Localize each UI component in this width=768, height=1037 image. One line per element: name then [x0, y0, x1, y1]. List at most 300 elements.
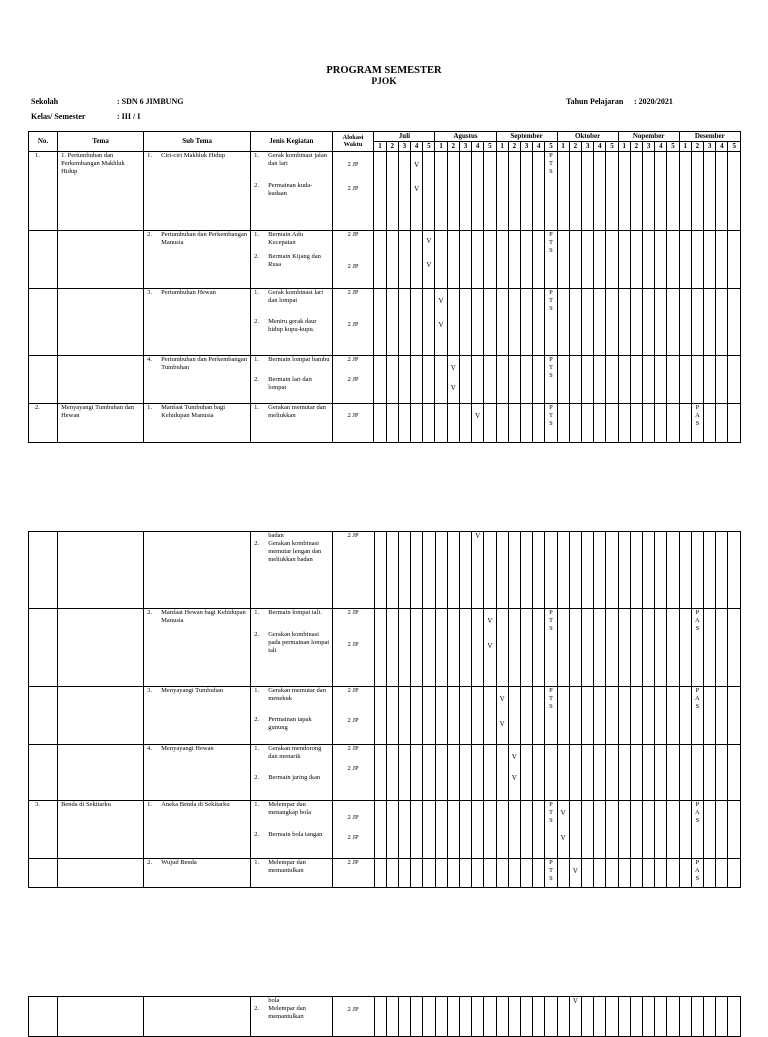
week-header: 5: [606, 141, 618, 151]
week-cell: [484, 230, 496, 288]
subtema-number: 3.: [147, 687, 153, 694]
week-cell: [618, 997, 630, 1037]
subtema-number: 1.: [147, 801, 153, 808]
week-cell: [459, 532, 471, 609]
week-cell: [398, 997, 410, 1037]
week-header: 2: [691, 141, 703, 151]
week-cell: [374, 859, 386, 888]
week-cell: [569, 801, 581, 859]
week-cell: [557, 609, 569, 687]
week-cell: [447, 997, 459, 1037]
week-cell: [533, 687, 545, 745]
week-cell: [594, 151, 606, 230]
jp-value: 2 JP: [347, 375, 359, 383]
week-cell: [435, 532, 447, 609]
week-cell: [520, 859, 532, 888]
kegiatan-text: Bermain Adu Kecepatan: [268, 230, 303, 246]
kegiatan-item: [251, 997, 331, 1005]
week-cell: [374, 230, 386, 288]
kegiatan-item: [251, 687, 331, 716]
kegiatan-cell: [251, 801, 332, 859]
week-cell: [411, 801, 423, 859]
pas-marker: P A S: [691, 801, 703, 859]
week-cell: [508, 230, 520, 288]
check-mark-v: V: [414, 160, 420, 169]
week-cell: [606, 151, 618, 230]
row-number: [29, 801, 58, 859]
kegiatan-item: [251, 774, 331, 782]
program-table-page2: [28, 531, 741, 888]
check-mark-v: V: [572, 997, 578, 1005]
tahun-label: Tahun Pelajaran: [566, 97, 624, 106]
week-header: 1: [496, 141, 508, 151]
week-cell: [386, 403, 398, 442]
kegiatan-text: Bermain lompat tali.: [268, 609, 322, 616]
jp-value: 2 JP: [347, 717, 359, 725]
kegiatan-number: 1.: [254, 355, 260, 363]
week-cell: [630, 403, 642, 442]
week-cell: [728, 801, 741, 859]
week-cell: [386, 687, 398, 745]
week-header: 2: [630, 141, 642, 151]
week-cell: [716, 687, 728, 745]
week-cell: [679, 859, 691, 888]
tema-cell: [58, 609, 144, 687]
week-cell: [386, 151, 398, 230]
alokasi-cell: [332, 230, 374, 288]
week-cell: [520, 532, 532, 609]
tema-text: Menyayangi Tumbuhan dan Hewan: [61, 403, 135, 419]
week-cell: [716, 355, 728, 403]
week-header: 2: [569, 141, 581, 151]
no-header: No.: [29, 132, 58, 152]
week-cell: [472, 355, 484, 403]
kegiatan-item: [251, 152, 331, 182]
week-cell: [667, 997, 679, 1037]
week-cell: [435, 403, 447, 442]
kegiatan-number: 2.: [254, 716, 260, 723]
check-mark-v: V: [450, 384, 456, 393]
week-cell: [496, 997, 508, 1037]
week-cell: [581, 151, 593, 230]
check-mark: [472, 532, 484, 609]
week-cell: [472, 859, 484, 888]
week-cell: [520, 288, 532, 355]
week-cell: [557, 859, 569, 888]
week-header: 3: [643, 141, 655, 151]
week-cell: [655, 997, 667, 1037]
week-cell: [459, 745, 471, 801]
row-number: [29, 745, 58, 801]
week-cell: [435, 801, 447, 859]
check-mark: [411, 151, 423, 230]
alokasi-cell: [332, 403, 374, 442]
check-mark: [569, 859, 581, 888]
week-cell: [508, 801, 520, 859]
check-mark-v: V: [450, 363, 456, 372]
week-cell: [398, 609, 410, 687]
week-cell: [398, 801, 410, 859]
week-cell: [655, 687, 667, 745]
subtema-text: Aneka Benda di Sekitarku: [161, 801, 230, 808]
jp-value: 2 JP: [347, 687, 359, 694]
program-table-page3: [28, 996, 741, 1037]
check-mark: [557, 801, 569, 859]
pts-marker: P T S: [545, 151, 557, 230]
week-cell: [655, 532, 667, 609]
week-cell: [508, 355, 520, 403]
week-cell: [484, 403, 496, 442]
kegiatan-number: 2.: [254, 252, 260, 260]
check-mark: [472, 403, 484, 442]
week-cell: [435, 151, 447, 230]
week-cell: [630, 288, 642, 355]
week-cell: [447, 532, 459, 609]
week-cell: [594, 609, 606, 687]
week-cell: [716, 532, 728, 609]
week-cell: [667, 609, 679, 687]
kegiatan-number: 1.: [254, 230, 260, 238]
week-cell: [679, 801, 691, 859]
week-cell: [606, 859, 618, 888]
tema-cell: [58, 532, 144, 609]
alokasi-cell: [332, 997, 374, 1037]
week-cell: [398, 288, 410, 355]
kegiatan-item: [251, 609, 331, 631]
week-cell: [386, 532, 398, 609]
week-cell: [630, 609, 642, 687]
week-header: 1: [679, 141, 691, 151]
jp-value: 2 JP: [347, 609, 359, 616]
kegiatan-cell: [251, 230, 332, 288]
week-cell: [679, 403, 691, 442]
week-cell: [435, 745, 447, 801]
week-cell: [642, 745, 654, 801]
check-mark: [423, 230, 435, 288]
week-cell: [642, 687, 654, 745]
check-mark: [447, 355, 459, 403]
week-header: 5: [545, 141, 557, 151]
kegiatan-number: 1.: [254, 288, 260, 296]
alokasi-header: Alokasi Waktu: [332, 132, 374, 152]
check-mark: [508, 745, 520, 801]
pts-marker: P T S: [545, 403, 557, 442]
week-cell: [472, 687, 484, 745]
week-cell: [643, 230, 655, 288]
week-cell: [533, 288, 545, 355]
week-cell: [667, 355, 679, 403]
week-cell: [667, 532, 679, 609]
pts-marker: P T S: [545, 609, 557, 687]
week-cell: [472, 745, 484, 801]
kegiatan-text: bola: [268, 997, 280, 1004]
table-row: [29, 801, 741, 859]
week-cell: [728, 151, 741, 230]
week-cell: [520, 151, 532, 230]
kegiatan-item: [251, 716, 331, 732]
week-cell: [386, 801, 398, 859]
check-mark: [496, 687, 508, 745]
week-cell: [655, 403, 667, 442]
week-cell: [606, 687, 618, 745]
week-cell: [520, 230, 532, 288]
week-cell: [667, 745, 679, 801]
week-cell: [716, 997, 728, 1037]
subtema-text: Menyayangi Tumbuhan: [161, 687, 224, 694]
month-header: Oktober: [557, 132, 618, 142]
week-cell: [423, 859, 435, 888]
kegiatan-item: [251, 831, 331, 839]
jp-value: 2 JP: [347, 184, 359, 192]
pts-marker: P T S: [545, 288, 557, 355]
week-cell: [423, 801, 435, 859]
week-cell: [398, 403, 410, 442]
week-cell: [520, 997, 532, 1037]
table-row: [29, 532, 741, 609]
week-cell: [581, 532, 593, 609]
row-number: [29, 687, 58, 745]
week-cell: [667, 687, 679, 745]
week-cell: [423, 609, 435, 687]
week-cell: [545, 532, 557, 609]
week-cell: [630, 745, 642, 801]
week-cell: [606, 355, 618, 403]
week-cell: [691, 355, 703, 403]
week-cell: [423, 355, 435, 403]
kegiatan-number: 2.: [254, 317, 260, 325]
jp-value: 2 JP: [347, 160, 359, 168]
week-cell: [386, 745, 398, 801]
subtema-cell: [144, 859, 251, 888]
subtema-cell: [144, 230, 251, 288]
table-row: [29, 687, 741, 745]
week-cell: [435, 997, 447, 1037]
subtema-number: 2.: [147, 859, 153, 866]
week-cell: [435, 355, 447, 403]
kegiatan-item: [251, 356, 331, 376]
week-cell: [581, 403, 593, 442]
month-header: September: [496, 132, 557, 142]
week-cell: [716, 859, 728, 888]
week-cell: [508, 532, 520, 609]
week-cell: [618, 687, 630, 745]
sekolah-value: : SDN 6 JIMBUNG: [117, 97, 184, 106]
week-cell: [533, 801, 545, 859]
subtema-item: [144, 231, 250, 247]
week-cell: [569, 230, 581, 288]
week-cell: [398, 859, 410, 888]
week-cell: [459, 151, 471, 230]
week-cell: [374, 745, 386, 801]
week-cell: [447, 687, 459, 745]
week-cell: [386, 859, 398, 888]
week-cell: [447, 230, 459, 288]
week-cell: [557, 532, 569, 609]
jp-value: 2 JP: [347, 532, 359, 539]
week-cell: [728, 609, 741, 687]
subtema-text: Manfaat Hewan bagi Kehidupan Manusia: [161, 609, 246, 625]
check-mark-v: V: [499, 719, 505, 728]
week-cell: [618, 403, 630, 442]
page-title: PROGRAM SEMESTER: [326, 65, 442, 76]
week-cell: [411, 230, 423, 288]
week-cell: [484, 859, 496, 888]
week-cell: [667, 288, 679, 355]
week-cell: [496, 609, 508, 687]
week-header: 1: [435, 141, 447, 151]
week-header: 4: [472, 141, 484, 151]
week-cell: [704, 403, 716, 442]
check-mark-v: V: [438, 296, 444, 305]
kegiatan-number: 2.: [254, 181, 260, 189]
week-cell: [569, 355, 581, 403]
table-row: [29, 230, 741, 288]
page-subtitle: PJOK: [371, 77, 397, 87]
week-cell: [447, 859, 459, 888]
week-cell: [496, 859, 508, 888]
jp-value: 2 JP: [347, 859, 359, 866]
month-header: Nopember: [618, 132, 679, 142]
kegiatan-text: Bermain lompat bambu: [268, 355, 330, 363]
kegiatan-number: 1.: [254, 801, 260, 808]
week-cell: [496, 230, 508, 288]
subtema-cell: [144, 355, 251, 403]
week-cell: [655, 288, 667, 355]
check-mark-v: V: [511, 773, 517, 782]
check-mark-v: V: [499, 695, 505, 703]
week-cell: [374, 997, 386, 1037]
week-cell: [398, 151, 410, 230]
week-cell: [642, 801, 654, 859]
pas-marker: P A S: [691, 403, 703, 442]
alokasi-cell: [332, 859, 374, 888]
week-header: 4: [533, 141, 545, 151]
week-cell: [447, 801, 459, 859]
alokasi-cell: [332, 745, 374, 801]
week-cell: [594, 288, 606, 355]
tema-cell: [58, 230, 144, 288]
program-table-page1: [28, 131, 741, 443]
week-cell: [679, 355, 691, 403]
week-cell: [411, 745, 423, 801]
subtema-cell: [144, 288, 251, 355]
kegiatan-cell: [251, 609, 332, 687]
check-mark-v: V: [414, 185, 420, 194]
pas-marker: P A S: [691, 609, 703, 687]
week-cell: [533, 403, 545, 442]
week-cell: [606, 997, 618, 1037]
week-cell: [459, 997, 471, 1037]
tema-cell: [58, 745, 144, 801]
week-cell: [569, 403, 581, 442]
week-cell: [716, 151, 728, 230]
week-cell: [398, 230, 410, 288]
week-cell: [459, 288, 471, 355]
check-mark-v: V: [511, 753, 517, 761]
week-cell: [423, 997, 435, 1037]
week-cell: [423, 403, 435, 442]
week-cell: [411, 687, 423, 745]
week-cell: [606, 532, 618, 609]
week-cell: [447, 609, 459, 687]
subtema-number: 3.: [147, 288, 153, 296]
table-row: [29, 609, 741, 687]
kegiatan-item: [251, 404, 331, 420]
week-cell: [630, 532, 642, 609]
week-cell: [618, 609, 630, 687]
week-cell: [703, 532, 715, 609]
week-cell: [386, 355, 398, 403]
week-cell: [655, 609, 667, 687]
week-cell: [508, 288, 520, 355]
week-cell: [423, 745, 435, 801]
kegiatan-item: [251, 532, 331, 540]
row-number: [29, 532, 58, 609]
check-mark-v: V: [560, 833, 566, 842]
row-number-text: 1.: [35, 151, 40, 159]
week-header: 4: [411, 141, 423, 151]
kegiatan-text: Bermain bola tangan: [268, 831, 323, 838]
week-header: 4: [594, 141, 606, 151]
month-header: Desember: [679, 132, 740, 142]
week-cell: [691, 288, 703, 355]
week-cell: [691, 230, 703, 288]
subtema-item: [144, 356, 250, 372]
pts-marker: P T S: [545, 355, 557, 403]
kegiatan-text: Gerakan memutar dan meliukkan: [268, 403, 326, 419]
subtema-cell: [144, 532, 251, 609]
week-cell: [704, 288, 716, 355]
pts-marker: P T S: [545, 687, 557, 745]
check-mark: [435, 288, 447, 355]
week-cell: [496, 288, 508, 355]
kegiatan-item: [251, 540, 331, 564]
empty-cell: [58, 997, 144, 1037]
week-header: 4: [716, 141, 728, 151]
jp-value: 2 JP: [347, 230, 359, 238]
week-cell: [545, 997, 557, 1037]
week-cell: [643, 288, 655, 355]
week-cell: [508, 609, 520, 687]
week-cell: [630, 151, 642, 230]
subtema-item: [144, 801, 250, 809]
week-cell: [459, 355, 471, 403]
subtema-item: [144, 609, 250, 625]
week-cell: [618, 230, 630, 288]
week-cell: [520, 687, 532, 745]
subtema-item: [144, 404, 250, 420]
kegiatan-item: [251, 289, 331, 318]
row-number: [29, 288, 58, 355]
week-cell: [630, 801, 642, 859]
week-cell: [374, 687, 386, 745]
empty-cell: [29, 997, 58, 1037]
subtema-cell: [144, 151, 251, 230]
week-cell: [581, 355, 593, 403]
week-header: 2: [447, 141, 459, 151]
week-cell: [484, 288, 496, 355]
week-cell: [557, 230, 569, 288]
week-cell: [618, 288, 630, 355]
week-cell: [459, 859, 471, 888]
tema-cell: [58, 355, 144, 403]
week-cell: [386, 997, 398, 1037]
week-cell: [520, 403, 532, 442]
week-cell: [533, 532, 545, 609]
week-cell: [679, 997, 691, 1037]
week-cell: [655, 230, 667, 288]
week-cell: [459, 403, 471, 442]
